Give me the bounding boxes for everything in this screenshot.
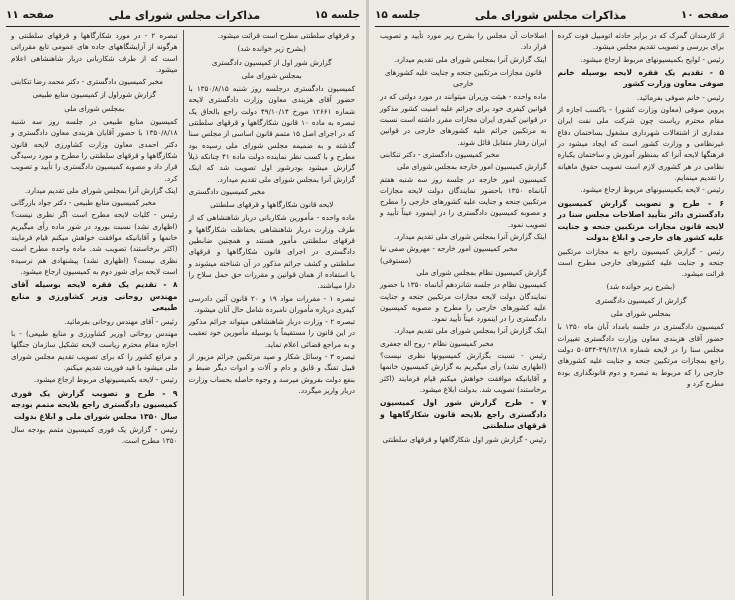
- centered-caption: گزارش شور اول از کمیسیون دادگستری: [211, 57, 332, 67]
- right-page: [369, 0, 735, 600]
- signature-line: مخبر کمیسیون دادگستری - دکتر محمد رضا تنکابنی: [11, 77, 163, 87]
- paragraph: تبصره ۲ - در مورد شکارگاهها و قرقهای سلطنتی و هرگونه از آرایشگاههای جاده های عمومی تابع مقرراتی است که از طرف شکاربانی دربار شاهنشاهی اعلام میشود.: [11, 31, 178, 74]
- section-heading: ۷ - طرح گزارش شور اول کمیسیون دادگستری راجع بلایحه قانون شکارگاهها و قرقهای سلطنتی: [380, 398, 547, 431]
- paragraph: اینک گزارش آنرا بمجلس شورای ملی تقدیم میدارد.: [393, 326, 547, 336]
- left-page-column-right: [184, 30, 361, 596]
- left-page-columns: [6, 30, 360, 596]
- centered-caption: (بشرح زیر خوانده شد): [237, 44, 306, 54]
- centered-caption: لایحه قانون شکارگاهها و قرقهای سلطنتی: [210, 200, 334, 210]
- right-page-column-right: [553, 30, 730, 596]
- paragraph: رئیس - گزارش کمیسیون راجع به مجازات مرتکبین جنحه و جنایت علیه کشورهای خارجی مطرح است قرائت میشود.: [557, 246, 724, 279]
- centered-caption: بمجلس شورای ملی: [64, 103, 125, 113]
- paragraph: ماده واحده - مأمورین شکاربانی دربار شاهنشاهی که از طرف وزارت دربار شاهنشاهی بحفاظت شکارگاهها و قرقهای سلطنتی مأمور هستند و همچنین ضابطین دادگستری در اجرای قانون شکارگاهها و قرقهای سلطنتی و کشف جرائم مذکور در آن شناخته میشوند و با استفاده از همان قوانین و مقررات حق حمل سلاح را دارا میباشند.: [188, 213, 355, 291]
- left-page-header: [6, 4, 360, 27]
- paragraph: رئیس - نسبت بگزارش کمیسیونها نظری نیست؟ (اظهاری نشد) رأی میگیریم به گزارش کمیسیون خانمها و آقایانیکه موافقت خواهش میکنم قیام فرمایند (اکثر برخاستند) تصویب شد. بدولت ابلاغ میشود.: [380, 351, 547, 394]
- section-heading: ۹ - طرح و تصویب گزارش یک فوری کمیسیون دادگستری راجع بلایحه متمم بودجه سال ۱۳۵۰ مجلس شورای ملی و ابلاغ بدولت: [11, 388, 178, 421]
- paragraph: کمیسیون نظام در جلسه شانزدهم آبانماه ۱۳۵۰ با حضور نمایندگان دولت لایحه مجازات مرتکبین جنحه و جنایت علیه کشورهای خارجی را مطرح و مصوبه کمیسیون دادگستری را در اینمورد عیناً تأیید نمود.: [380, 280, 547, 324]
- signature-line: مخبر کمیسیون امور خارجه - مهروش صفی نیا (مستوفی): [380, 244, 518, 265]
- right-page-header: [375, 4, 729, 27]
- left-page-title: مذاکرات مجلس شورای ملی: [108, 8, 261, 22]
- left-page-number: صفحه ۱۱: [6, 9, 55, 21]
- section-heading: ۸ - تقدیم یک فقره لایحه بوسیله آقای مهندس روحانی وزیر کشاورزی و منابع طبیعی: [11, 280, 178, 313]
- paragraph: اینک گزارش آنرا بمجلس شورای ملی تقدیم میدارد.: [393, 232, 547, 242]
- paragraph: کمیسیون دادگستری درجلسه روز شنبه ۱۳۵۰/۸/۱۵ با حضور آقای هزبندی معاون وزارت دادگستری لایحه شماره ۱۲۶۶۱ مورخ ۴۹/۱۰/۱۴ دولت راجع بالحاق یک تبصره به ماده ۱۰ قانون شکارگاهها و قرقهای سلطنتی که در اجرای اصل ۱۵ متمم قانون اساسی از مجلس سنا گذشته و به ضمیمه مجلس شورای ملی رسیده بود مطرح و با کسب نظر نماینده دولت ماده ۴۱ چنانکه ذیلاً گزارش میشود بودرشور اول تصویب شد که اینک گزارش آنرا بمجلس شورای ملی تقدیم میدارد.: [188, 84, 355, 184]
- paragraph: رئیس - لایحه بکمیسیونهای مربوط ارجاع میشود.: [33, 375, 178, 385]
- centered-caption: (بشرح زیر خوانده شد): [606, 282, 675, 292]
- paragraph: تبصره ۲ - وزارت دربار شاهنشاهی میتواند جرائم مذکور در این قانون را مستقیماً یا بوسیله مأمورین خود تعقیب و به مراجع قضائی اعلام نماید.: [188, 317, 355, 349]
- paragraph: رئیس - لایحه بکمیسیونهای مربوط ارجاع میشود.: [580, 185, 724, 195]
- signature-line: مخبر کمیسیون دادگستری: [188, 186, 266, 196]
- paragraph: گزارش کمیسیون امور خارجه بمجلس شورای ملی: [397, 162, 547, 172]
- right-page-number: صفحه ۱۰: [680, 9, 729, 21]
- right-session-number: جلسه ۱۵: [375, 9, 421, 21]
- signature-line: مخبر کمیسیون منابع طبیعی - دکتر جواد بازرگانی: [11, 198, 156, 208]
- signature-line: مخبر کمیسیون نظام - روح اله جعفری: [380, 338, 494, 348]
- paragraph: مهندس روحانی (وزیر کشاورزی و منابع طبیعی) - با اجازه مقام محترم ریاست لایحه تشکیل سازمان جنگلها و مراتع کشور را که برای تصویب تقدیم مجلس شورای ملی میشود با قید فوریت تقدیم میکنم.: [11, 329, 178, 372]
- section-heading: ۶ - طرح و تصویب گزارش کمیسیون دادگستری دائر بتأیید اصلاحات مجلس سنا در لایحه قانون مجازات مرتکبین جنحه و جنایت علیه کشور های خارجی و ابلاغ بدولت: [557, 198, 724, 243]
- centered-caption: قانون مجازات مرتکبین جنحه و جنایت علیه کشورهای خارجی: [384, 67, 542, 89]
- centered-caption: گزارش شوراول از کمیسیون منابع طبیعی: [32, 90, 156, 100]
- right-page-column-left: [375, 30, 553, 596]
- paragraph: و قرقهای سلطنتی مطرح است قرائت میشود.: [217, 31, 355, 40]
- paragraph: کمیسیون منابع طبیعی در جلسه روز سه شنبه ۱۳۵۰/۸/۱۸ با حضور آقایان هزبندی معاون دادگستری و دکتر احمدی معاون وزارت کشاورزی لایحه قانون شکارگاهها و قرقهای سلطنتی را مطرح و مورد رسیدگی قرار داد و مصوبه کمیسیون دادگستری را تأیید و تصویب کرد.: [11, 117, 178, 183]
- paragraph: رئیس - کلیات لایحه مطرح است اگر نظری نیست؟ (اظهاری نشد) نسبت بورود در شور ماده رأی میگیریم خانمها و آقایانیکه موافقت خواهش میکنم قیام فرمایند (اکثر برخاستند) تصویب شد. ماده واحده مطرح است نظری نیست؟ (اظهاری نشد) پیشنهادی هم نرسیده است لایحه برای شور دوم به کمیسیون ارجاع میشود.: [11, 210, 178, 276]
- paragraph: رئیس - گزارش شور اول شکارگاهها و قرقهای سلطنتی: [382, 434, 547, 444]
- paragraph: رئیس - آقای مهندس روحانی بفرمائید.: [64, 316, 178, 326]
- left-page-column-left: [6, 30, 184, 596]
- paragraph: گزارش کمیسیون نظام بمجلس شورای ملی: [416, 267, 547, 277]
- left-session-number: جلسه ۱۵: [314, 9, 360, 21]
- signature-line: مخبر کمیسیون دادگستری - دکتر تنکابنی: [380, 149, 500, 159]
- centered-caption: بمجلس شورای ملی: [610, 309, 671, 319]
- right-page-title: مذاکرات مجلس شورای ملی: [474, 8, 627, 22]
- right-page-columns: [375, 30, 729, 596]
- paragraph: اصلاحات آن مجلس را بشرح زیر مورد تأیید و تصویب قرار داد.: [380, 31, 547, 52]
- paragraph: رئیس - لوایح بکمیسیونهای مربوط ارجاع میشود.: [580, 54, 724, 64]
- centered-caption: گزارش از کمیسیون دادگستری: [595, 295, 687, 305]
- paragraph: تبصره ۳ - وسائل شکار و صید مرتکبین جرائم مزبور از قبیل تفنگ و قایق و دام و آلات و ادوات دیگر ضبط و بنفع دولت بفروش میرسد و وجوه حاصله بحساب وزارت دربار واریز میگردد.: [188, 352, 355, 395]
- paragraph: ماده واحده - هیئت وزیران میتوانند در مورد دولتی که در قوانین کیفری خود برای جرائم علیه امنیت کشور مذکور در قوانین کیفری ایران مجازات مقرر داشته است نسبت به مرتکبین جرائم علیه کشورهای خارجی در قوانین ایران رفتار متقابل قائل شوند.: [380, 92, 547, 147]
- paragraph: رئیس - گزارش یک فوری کمیسیون متمم بودجه سال ۱۳۵۰ مطرح است.: [11, 425, 178, 446]
- left-page: [0, 0, 366, 600]
- paragraph: رئیس - خانم صوفی بفرمائید.: [636, 92, 724, 102]
- paragraph: کمیسیون دادگستری در جلسه بامداد آبان ماه ۱۳۵۰ با حضور آقای هزبندی معاون وزارت دادگستری تغییرات مجلس سنا را در لایحه شماره ۴۹/۱۲/۱۸-۵۰۵۴۴ دولت راجع بمجازات مرتکبین جنحه و جنایت علیه کشورهای خارجی را که مربوط به تبصره و دوم قانونگذاری بوده مطرح کرد و: [557, 322, 724, 388]
- paragraph: پروین صوفی (معاون وزارت کشور) - باکسب اجازه از مقام محترم ریاست چون شرکت ملی نفت ایران مقداری از اشتغالات شهرداری مشغول بساختمان دفاع غیرنظامی و وزارت کشور است که ایجاد میشود در فرهنگها لایحه آنرا که بمنظور آموزش و ساختمان یکباره نظامی در هر کشوری لازم است تصویب حقوق ماهیانه را تقدیم مینمایم.: [557, 105, 724, 182]
- paragraph: اینک گزارش آنرا بمجلس شورای ملی تقدیم میدارد.: [24, 185, 178, 195]
- paragraph: کمیسیون امور خارجه در جلسه روز سه شنبه هفتم آبانماه ۱۳۵۰ باحضور نمایندگان دولت لایحه مجازات مرتکبین جنحه و جنایت علیه کشورهای خارجی را مطرح و مصوبه کمیسیون دادگستری را در اینمورد عیناً تأیید و تصویب نمود.: [380, 174, 547, 229]
- paragraph: از کارمندان گمرک که در برابر حادثه اتومبیل فوت کرده برای بررسی و تصویب تقدیم مجلس میشود.: [557, 31, 724, 52]
- centered-caption: بمجلس شورای ملی: [241, 70, 302, 80]
- paragraph: اینک گزارش آنرا بمجلس شورای ملی تقدیم میدارد.: [393, 54, 547, 64]
- paragraph: تبصره ۱ - مقررات مواد ۱۹ و ۲۰ قانون آئین دادرسی کیفری درباره مأموران نامبرده شامل حال آنان میشود.: [188, 293, 355, 314]
- section-heading: ۵ - تقدیم یک فقره لایحه بوسیله خانم صوفی معاون وزارت کشور: [557, 67, 724, 89]
